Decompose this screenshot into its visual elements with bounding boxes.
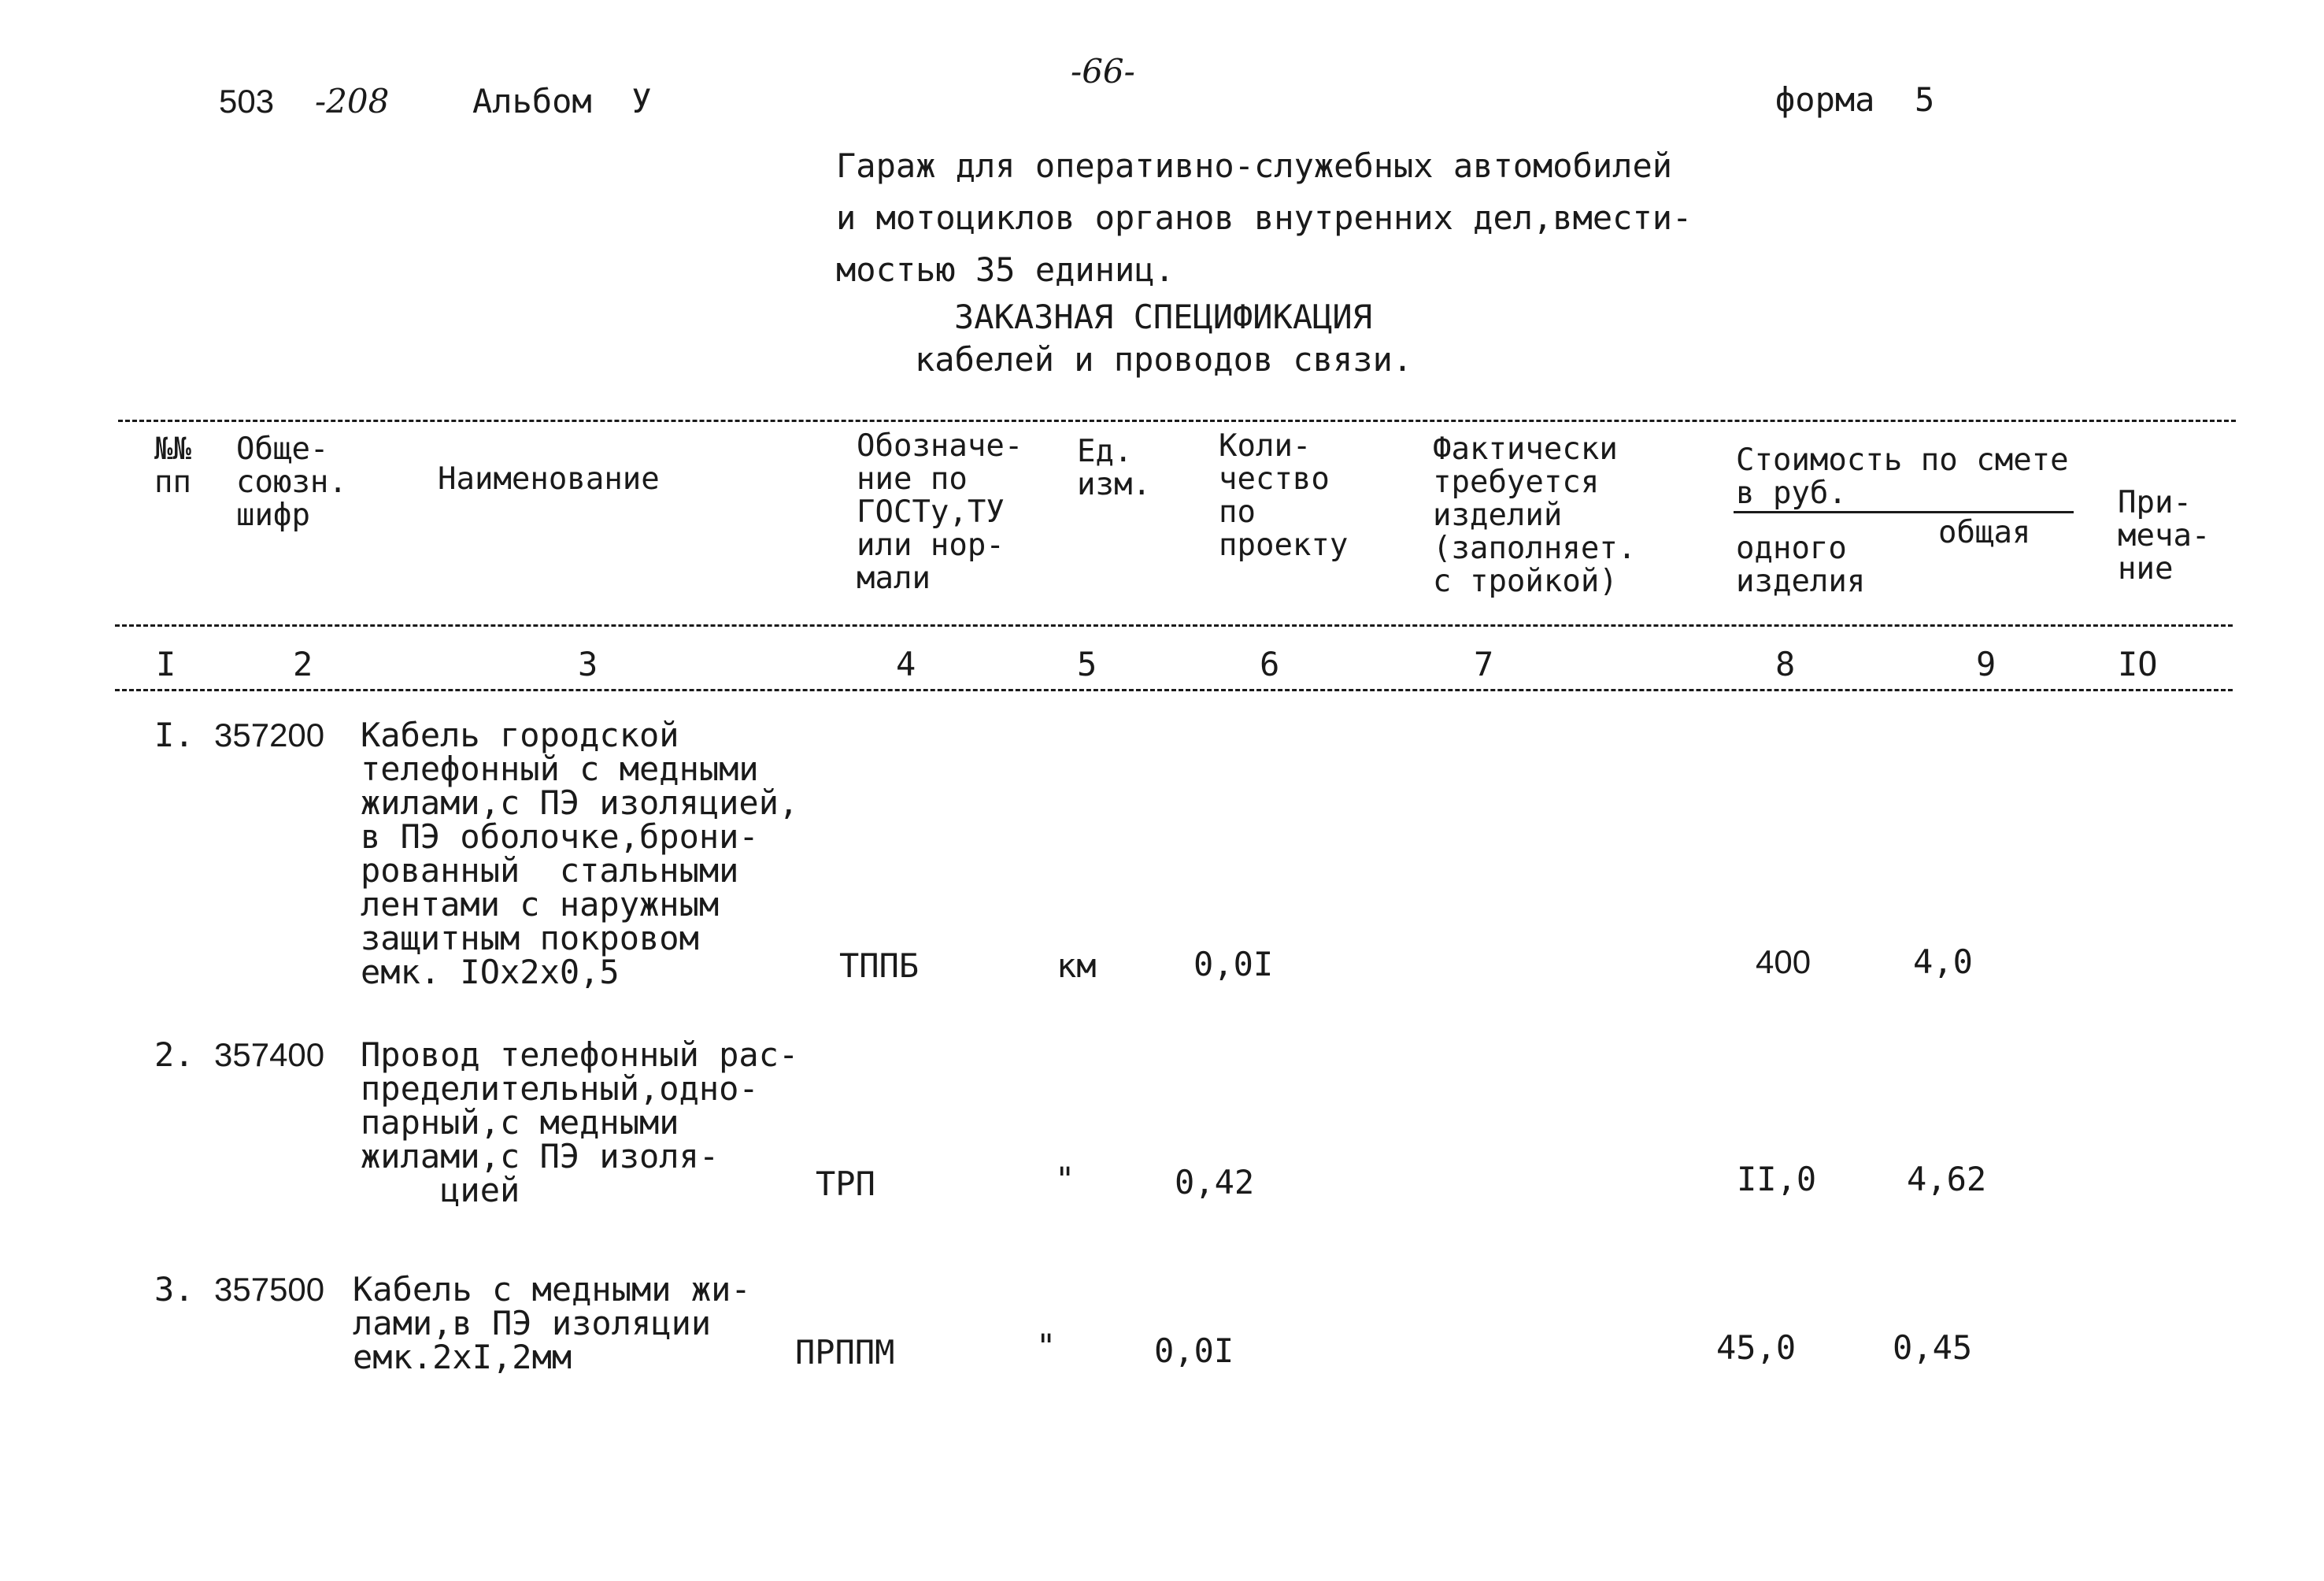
col-header-name: Наименование	[438, 461, 660, 497]
row-3-total: 0,45	[1893, 1328, 1973, 1367]
series-code: 503	[219, 83, 275, 120]
row-3-designation: ПРППМ	[795, 1333, 895, 1372]
row-1-total: 4,0	[1913, 942, 1973, 981]
row-1-code: 357200	[214, 716, 325, 753]
spec-subtitle: кабелей и проводов связи.	[915, 340, 1413, 379]
col-number-8: 8	[1775, 645, 1796, 683]
row-3-code: 357500	[214, 1271, 325, 1308]
row-3-number: 3.	[154, 1270, 194, 1309]
col-header-qty: Коли- чество по проекту	[1219, 428, 1349, 563]
row-1-unit: км	[1057, 946, 1097, 985]
col-header-number: №№ пп	[154, 431, 191, 500]
col-header-note: При- меча- ние	[2118, 485, 2211, 587]
col-number-2: 2	[293, 645, 313, 683]
row-1-number: I.	[154, 716, 194, 754]
page-number: -66-	[1071, 52, 1135, 91]
row-3-qty: 0,0I	[1154, 1331, 1234, 1370]
row-3-unit: "	[1036, 1327, 1057, 1365]
album-label: Альбом У	[472, 82, 652, 120]
header-bottom-rule	[115, 624, 2233, 627]
row-2-total: 4,62	[1907, 1160, 1987, 1198]
row-3-name: Кабель с медными жи- лами,в ПЭ изоляции емк.2xI,2мм	[353, 1270, 751, 1376]
row-2-unit-price: II,0	[1737, 1160, 1817, 1198]
title-line-2: и мотоциклов органов внутренних дел,вмести-	[836, 198, 1693, 237]
row-1-designation: ТППБ	[839, 946, 920, 985]
row-3-unit-price: 45,0	[1716, 1328, 1797, 1367]
col-header-code: Обще- союзн. шифр	[236, 431, 347, 533]
row-2-designation: ТРП	[816, 1164, 875, 1203]
col-header-total: общая	[1938, 515, 2031, 550]
col-header-unit-price: одного изделия	[1736, 531, 1866, 599]
col-header-cost-group: Стоимость по смете в руб.	[1736, 442, 2069, 511]
row-2-qty: 0,42	[1175, 1163, 1255, 1201]
col-number-10: IO	[2118, 645, 2158, 683]
col-header-actual: Фактически требуется изделий (заполняет. с тройкой)	[1433, 431, 1637, 599]
col-number-5: 5	[1077, 645, 1097, 683]
row-2-unit: "	[1055, 1160, 1075, 1198]
row-1-qty: 0,0I	[1193, 945, 1274, 983]
column-numbers-rule	[115, 689, 2233, 691]
col-number-7: 7	[1474, 645, 1494, 683]
col-header-unit: Ед. изм.	[1077, 434, 1151, 502]
series-number: -208	[315, 82, 390, 120]
col-number-4: 4	[896, 645, 916, 683]
row-2-code: 357400	[214, 1036, 325, 1073]
col-number-6: 6	[1260, 645, 1280, 683]
title-line-3: мостью 35 единиц.	[836, 250, 1175, 289]
table-top-rule	[118, 420, 2236, 422]
cost-group-rule	[1734, 511, 2074, 513]
col-number-9: 9	[1976, 645, 1996, 683]
col-number-3: 3	[578, 645, 598, 683]
row-1-unit-price: 400	[1756, 943, 1811, 980]
title-line-1: Гараж для оперативно-служебных автомобилей	[836, 146, 1673, 185]
form-label: форма 5	[1775, 80, 1935, 119]
spec-title: ЗАКАЗНАЯ СПЕЦИФИКАЦИЯ	[954, 298, 1373, 336]
row-1-name: Кабель городской телефонный с медными жилами,с ПЭ изоляцией, в ПЭ оболочке,брони- рованный стальными лентами с наружным защитным покровом емк. IOx2x0,5	[361, 716, 799, 991]
row-2-name: Провод телефонный рас- пределительный,одно- парный,с медными жилами,с ПЭ изоля- цией	[361, 1035, 799, 1209]
col-number-1: I	[156, 645, 176, 683]
row-2-number: 2.	[154, 1035, 194, 1074]
col-header-designation: Обозначе- ние по ГОСТу,ТУ или нор- мали	[857, 428, 1023, 596]
